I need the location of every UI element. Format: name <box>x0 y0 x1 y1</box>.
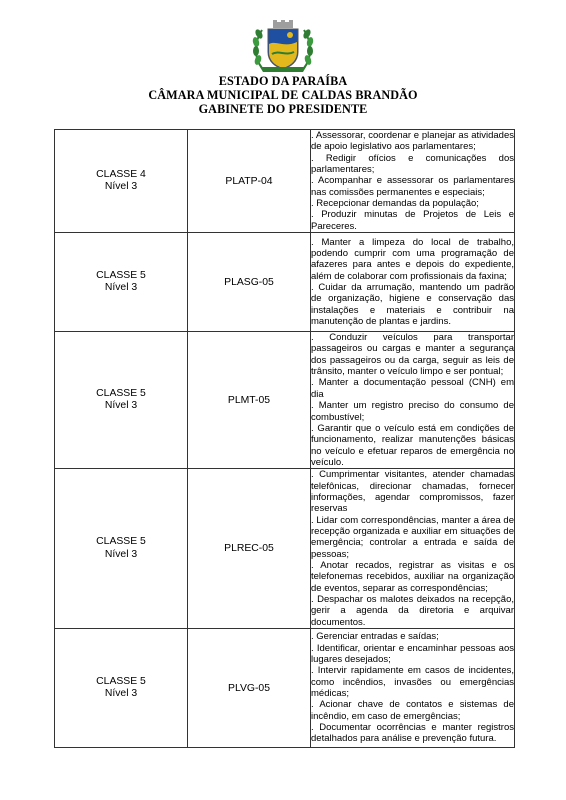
level-label: Nível 3 <box>104 400 138 412</box>
duty-item: . Manter a limpeza do local de trabalho, podendo cumprir com uma programação de afazeres para antes e depois do expediente, além de colaborar com profissionais da faxina; <box>311 236 514 282</box>
table-row <box>55 629 515 748</box>
class-cell <box>55 233 188 332</box>
duty-item: . Gerenciar entradas e saídas; <box>311 631 439 643</box>
positions-table-body <box>55 130 515 748</box>
duty-item: . Redigir ofícios e comunicações dos parlamentares; <box>311 152 514 176</box>
duty-item: . Assessorar, coordenar e planejar as atividades de apoio legislativo aos parlamentares; <box>311 130 514 153</box>
duty-item: . Acionar chave de contatos e sistemas de incêndio, em caso de emergências; <box>311 699 514 722</box>
office-name: GABINETE DO PRESIDENTE <box>198 102 368 116</box>
class-cell <box>55 629 188 748</box>
class-cell <box>55 332 188 469</box>
position-code: PLREC-05 <box>188 469 311 629</box>
table-row <box>55 130 515 233</box>
position-code: PLVG-05 <box>188 629 311 748</box>
level-label: Nível 3 <box>104 688 138 700</box>
duty-item: . Lidar com correspondências, manter a área de recepção organizada e auxiliar em situações de emergência; controlar a entrada e saída de pessoas; <box>311 514 514 560</box>
duty-item: . Acompanhar e assessorar os parlamentares nas comissões permanentes e especiais; <box>311 175 514 198</box>
duty-item: . Produzir minutas de Projetos de Leis e Pareceres. <box>311 209 514 232</box>
duty-item: . Despachar os malotes deixados na recepção, gerir a agenda da diretoria e arquivar documentos. <box>311 594 514 628</box>
duties-cell <box>311 233 515 332</box>
positions-table <box>54 129 515 748</box>
duty-item: . Documentar ocorrências e manter registros detalhados para análise e prevenção futura. <box>311 722 514 745</box>
position-code: PLMT-05 <box>188 332 311 469</box>
duty-item: . Cuidar da arrumação, mantendo um padrão de organização, higiene e conservação das instalações e materiais e contribuir na manutenção de plantas e jardins. <box>311 282 514 328</box>
level-label: Nível 3 <box>104 181 138 193</box>
class-label: CLASSE 5 <box>96 269 146 281</box>
duty-item: . Cumprimentar visitantes, atender chamadas telefônicas, direcionar chamadas, fornecer informações, agendar compromissos, fazer reservas <box>311 469 514 515</box>
duties-cell <box>311 629 515 748</box>
duty-item: . Recepcionar demandas da população; <box>311 198 479 210</box>
class-cell <box>55 469 188 629</box>
class-label: CLASSE 4 <box>96 168 146 180</box>
table-row <box>55 469 515 629</box>
duty-item: . Manter um registro preciso do consumo de combustível; <box>311 400 514 423</box>
duties-cell <box>311 469 515 629</box>
position-code: PLATP-04 <box>188 130 311 233</box>
chamber-name: CÂMARA MUNICIPAL DE CALDAS BRANDÃO <box>148 88 418 102</box>
class-label: CLASSE 5 <box>96 387 146 399</box>
state-name: ESTADO DA PARAÍBA <box>218 74 348 88</box>
duty-item: . Conduzir veículos para transportar passageiros ou cargas e manter a segurança dos passageiros ou da carga, seguir as leis de trânsito, manter o veículo limpo e ser pontual; <box>311 332 514 378</box>
duty-item: . Intervir rapidamente em casos de incidentes, como incêndios, invasões ou emergências médicas; <box>311 665 514 700</box>
document-header <box>0 20 566 116</box>
level-label: Nível 3 <box>104 548 138 560</box>
duties-cell <box>311 332 515 469</box>
level-label: Nível 3 <box>104 282 138 294</box>
class-cell <box>55 130 188 233</box>
class-label: CLASSE 5 <box>96 536 146 548</box>
duty-item: . Identificar, orientar e encaminhar pessoas aos lugares desejados; <box>311 642 514 665</box>
duties-cell <box>311 130 515 233</box>
duty-item: . Garantir que o veículo está em condições de funcionamento, realizar manutenções básicas no veículo e efetuar reparos de emergência no veículo. <box>311 422 514 468</box>
table-row <box>55 233 515 332</box>
duty-item: . Manter a documentação pessoal (CNH) em dia <box>311 377 514 400</box>
class-label: CLASSE 5 <box>96 675 146 687</box>
duty-item: . Anotar recados, registrar as visitas e os telefonemas recebidos, auxiliar na organização de eventos, separar as correspondências; <box>311 559 514 594</box>
position-code: PLASG-05 <box>188 233 311 332</box>
table-row <box>55 332 515 469</box>
coat-of-arms-icon <box>248 20 318 74</box>
